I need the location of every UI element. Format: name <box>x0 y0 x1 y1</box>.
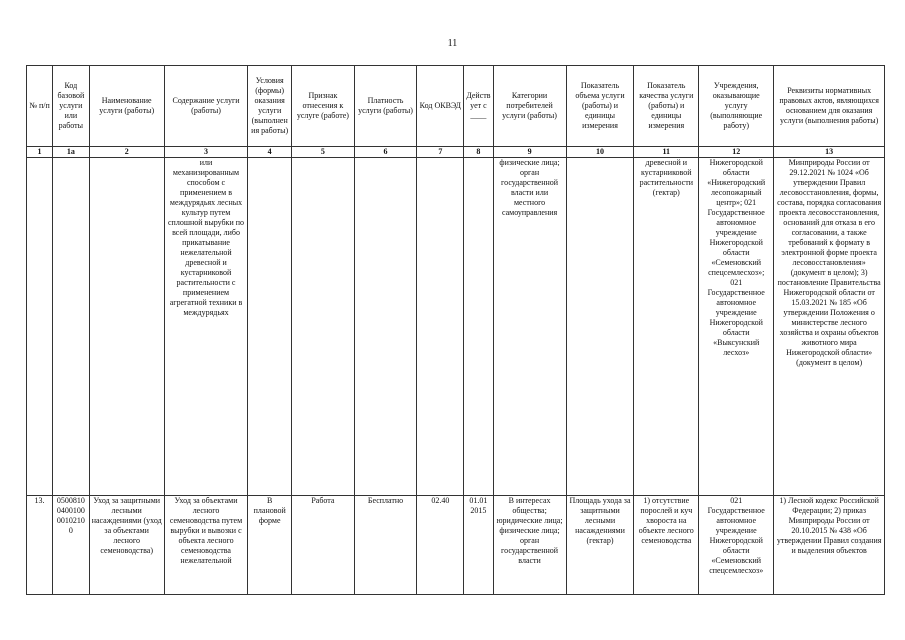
table-cell <box>89 158 164 496</box>
column-number: 3 <box>164 147 248 158</box>
table-cell: Уход за объектами лесного семеноводства путем вырубки и вывозки с объекта лесного семеноводства нежелательной <box>164 496 248 595</box>
column-number: 4 <box>248 147 292 158</box>
header-cell: Условия (формы) оказания услуги (выполнения работы) <box>248 66 292 147</box>
table-cell: древесной и кустарниковой растительности (гектар) <box>634 158 699 496</box>
table-cell <box>417 158 464 496</box>
table-cell: Площадь ухода за защитными лесными насаждениями (гектар) <box>566 496 634 595</box>
table-cell <box>248 158 292 496</box>
column-number: 1 <box>27 147 53 158</box>
table-cell: физические лица; орган государственной власти или местного самоуправления <box>493 158 566 496</box>
table-cell: или механизированным способом с применением в междурядьях лесных культур путем сплошной вырубки по всей площади, либо прикатывание нежелательной древесной и кустарниковой растительности с применением агрегатной техники в междурядьях <box>164 158 248 496</box>
column-number: 13 <box>774 147 885 158</box>
table-cell: Минприроды России от 29.12.2021 № 1024 «Об утверждении Правил лесовосстановления, формы, состава, порядка согласования проекта лесовосстановления, оснований для отказа в его согласовании, а также требований к формату в электронной форме проекта лесовосстановления» (документ в целом); 3) постановление Правительства Нижегородской области от 15.03.2021 № 185 «Об утверждении Положения о министерстве лесного хозяйства и охраны объектов животного мира Нижегородской области» (документ в целом) <box>774 158 885 496</box>
header-cell: Показатель объема услуги (работы) и единицы измерения <box>566 66 634 147</box>
table-row <box>27 496 885 595</box>
table-cell: 1) отсутствие порослей и куч хвороста на объекте лесного семеноводства <box>634 496 699 595</box>
table-cell <box>53 158 90 496</box>
header-cell: Содержание услуги (работы) <box>164 66 248 147</box>
header-cell: Код ОКВЭД <box>417 66 464 147</box>
table-cell: Работа <box>292 496 355 595</box>
services-registry-table <box>26 65 885 595</box>
table-cell: 02.40 <box>417 496 464 595</box>
header-cell: Код базовой услуги или работы <box>53 66 90 147</box>
table-cell: 021 Государственное автономное учреждение Нижегородской области «Семеновский спецсемлесхоз» <box>699 496 774 595</box>
column-number-row <box>27 147 885 158</box>
table-cell <box>292 158 355 496</box>
header-cell: Признак отнесения к услуге (работе) <box>292 66 355 147</box>
table-row <box>27 158 885 496</box>
column-number: 7 <box>417 147 464 158</box>
header-cell: Наименование услуги (работы) <box>89 66 164 147</box>
table-cell: 0500810040010000102100 <box>53 496 90 595</box>
table-cell: Нижегородской области «Нижегородский лесопожарный центр»; 021 Государственное автономное учреждение Нижегородской области «Семеновский спецсемлесхоз»; 021 Государственное автономное учреждение Нижегородской области «Выксунский лесхоз» <box>699 158 774 496</box>
table-cell: 01.01 2015 <box>464 496 493 595</box>
header-cell: Учреждения, оказывающие услугу (выполняющие работу) <box>699 66 774 147</box>
column-number: 12 <box>699 147 774 158</box>
column-number: 2 <box>89 147 164 158</box>
table-cell <box>566 158 634 496</box>
table-cell <box>464 158 493 496</box>
header-cell: Показатель качества услуги (работы) и единицы измерения <box>634 66 699 147</box>
table-cell <box>27 158 53 496</box>
header-cell: Действует с ____ <box>464 66 493 147</box>
header-cell: № п/п <box>27 66 53 147</box>
table-cell <box>354 158 417 496</box>
column-number: 6 <box>354 147 417 158</box>
header-cell: Реквизиты нормативных правовых актов, являющихся основанием для оказания услуги (выполнения работы) <box>774 66 885 147</box>
table-cell: 1) Лесной кодекс Российской Федерации; 2) приказ Минприроды России от 20.10.2015 № 438 «Об утверждении Правил создания и выделения объектов <box>774 496 885 595</box>
header-row <box>27 66 885 147</box>
header-cell: Категории потребителей услуги (работы) <box>493 66 566 147</box>
table-cell: В плановой форме <box>248 496 292 595</box>
table-cell: Уход за защитными лесными насаждениями (уход за объектами лесного семеноводства) <box>89 496 164 595</box>
column-number: 8 <box>464 147 493 158</box>
column-number: 11 <box>634 147 699 158</box>
table-cell: В интересах общества; юридические лица; физические лица; орган государственной власти <box>493 496 566 595</box>
column-number: 5 <box>292 147 355 158</box>
table-cell: Бесплатно <box>354 496 417 595</box>
page-number: 11 <box>447 38 458 49</box>
column-number: 9 <box>493 147 566 158</box>
table-cell: 13. <box>27 496 53 595</box>
header-cell: Платность услуги (работы) <box>354 66 417 147</box>
column-number: 1а <box>53 147 90 158</box>
column-number: 10 <box>566 147 634 158</box>
